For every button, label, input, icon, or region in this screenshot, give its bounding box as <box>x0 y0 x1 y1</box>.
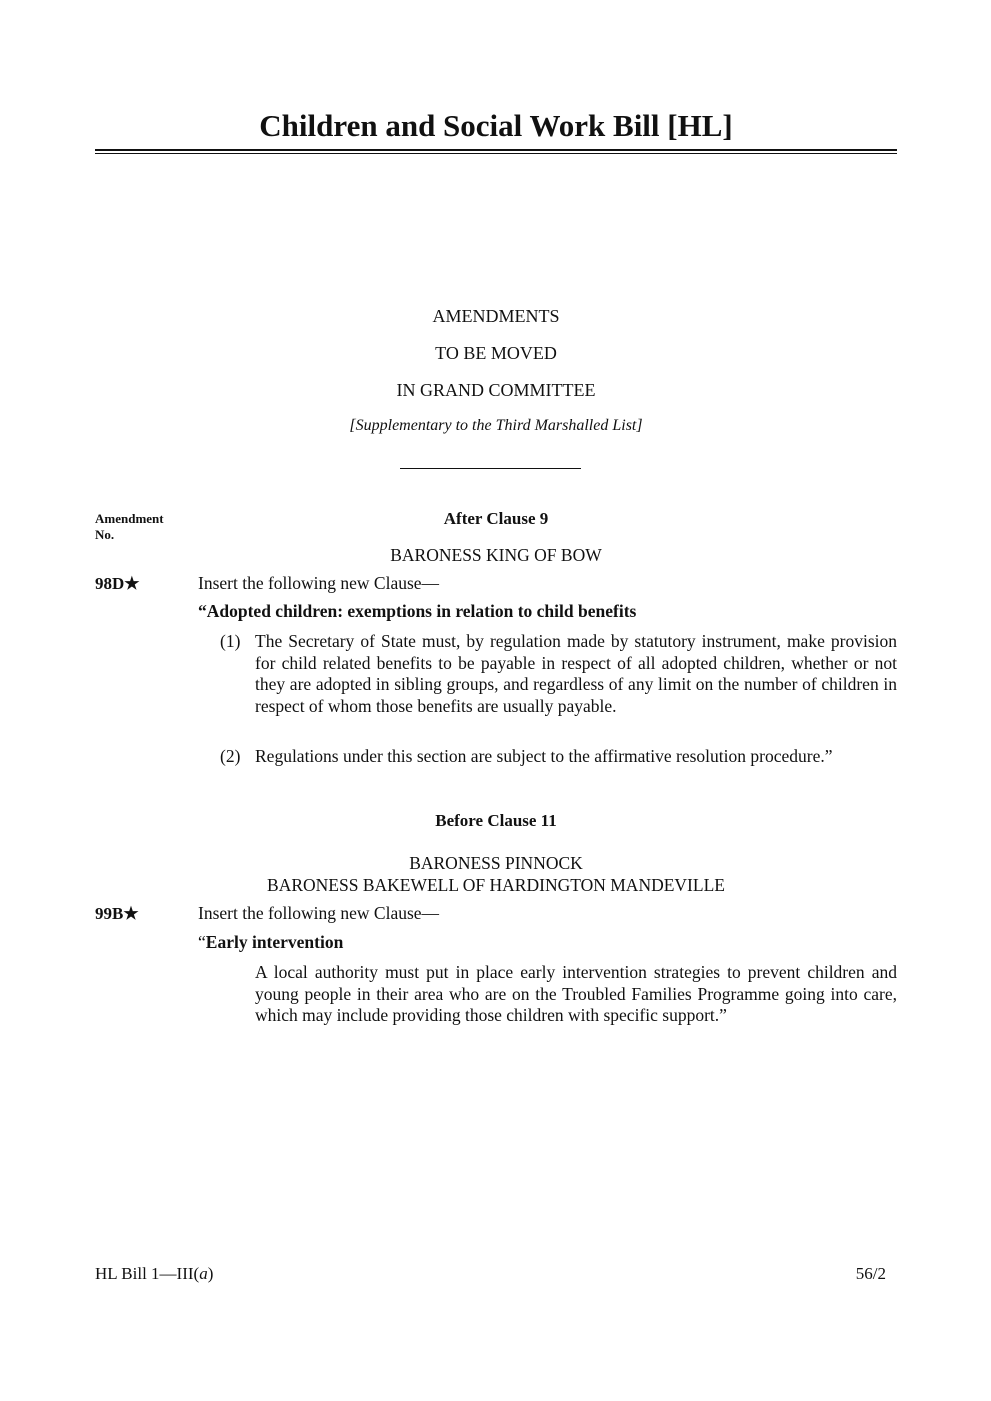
paragraph-text: The Secretary of State must, by regulation made by statutory instrument, make provision for child related benefits to be payable in respect of all adopted children, whether or not they are adopted in sibling groups, and regardless of any limit on the number of children in respect of whom those benefits are usually payable. <box>255 631 897 716</box>
amendment-no-label: Amendment No. <box>95 511 164 542</box>
heading-line3: IN GRAND COMMITTEE <box>396 380 596 400</box>
title-rule <box>95 149 897 151</box>
heading-line2: TO BE MOVED <box>435 343 557 363</box>
paragraph-text: Regulations under this section are subject to the affirmative resolution procedure.” <box>255 746 833 766</box>
bill-title: Children and Social Work Bill [HL] <box>259 108 733 143</box>
section-heading: Before Clause 11 <box>435 811 557 830</box>
clause-title-line <box>198 932 343 953</box>
mover-name: BARONESS PINNOCK <box>409 853 583 873</box>
clause-title: Early intervention <box>205 932 344 952</box>
bill-ref-suffix: ) <box>207 1264 214 1283</box>
paragraph-number: (1) <box>220 631 241 651</box>
bill-reference <box>95 1264 213 1284</box>
clause-title: “Adopted children: exemptions in relation to child benefits <box>198 601 637 621</box>
separator-rule <box>400 468 581 469</box>
bill-ref-prefix: HL Bill 1—III( <box>95 1264 200 1283</box>
paragraph-text: A local authority must put in place early intervention strategies to prevent children and young people in their area who are on the Troubled Families Programme going into care, which may include providing those children with specific support.” <box>255 962 897 1025</box>
mover-name: BARONESS KING OF BOW <box>390 545 602 565</box>
amendment-number: 98D★ <box>95 574 140 593</box>
open-quote: “ <box>198 932 206 952</box>
bill-ref-italic: a <box>199 1264 208 1283</box>
instruction: Insert the following new Clause— <box>198 573 440 593</box>
paragraph-number: (2) <box>220 746 241 766</box>
instruction: Insert the following new Clause— <box>198 903 440 923</box>
title-rule-thin <box>95 153 897 154</box>
mover-name: BARONESS BAKEWELL OF HARDINGTON MANDEVILLE <box>267 875 725 895</box>
section-heading: After Clause 9 <box>443 509 549 528</box>
page-number: 56/2 <box>855 1264 886 1283</box>
heading-line1: AMENDMENTS <box>432 306 560 326</box>
heading-subtitle: [Supplementary to the Third Marshalled List] <box>349 417 643 434</box>
amendment-number: 99B★ <box>95 904 139 923</box>
